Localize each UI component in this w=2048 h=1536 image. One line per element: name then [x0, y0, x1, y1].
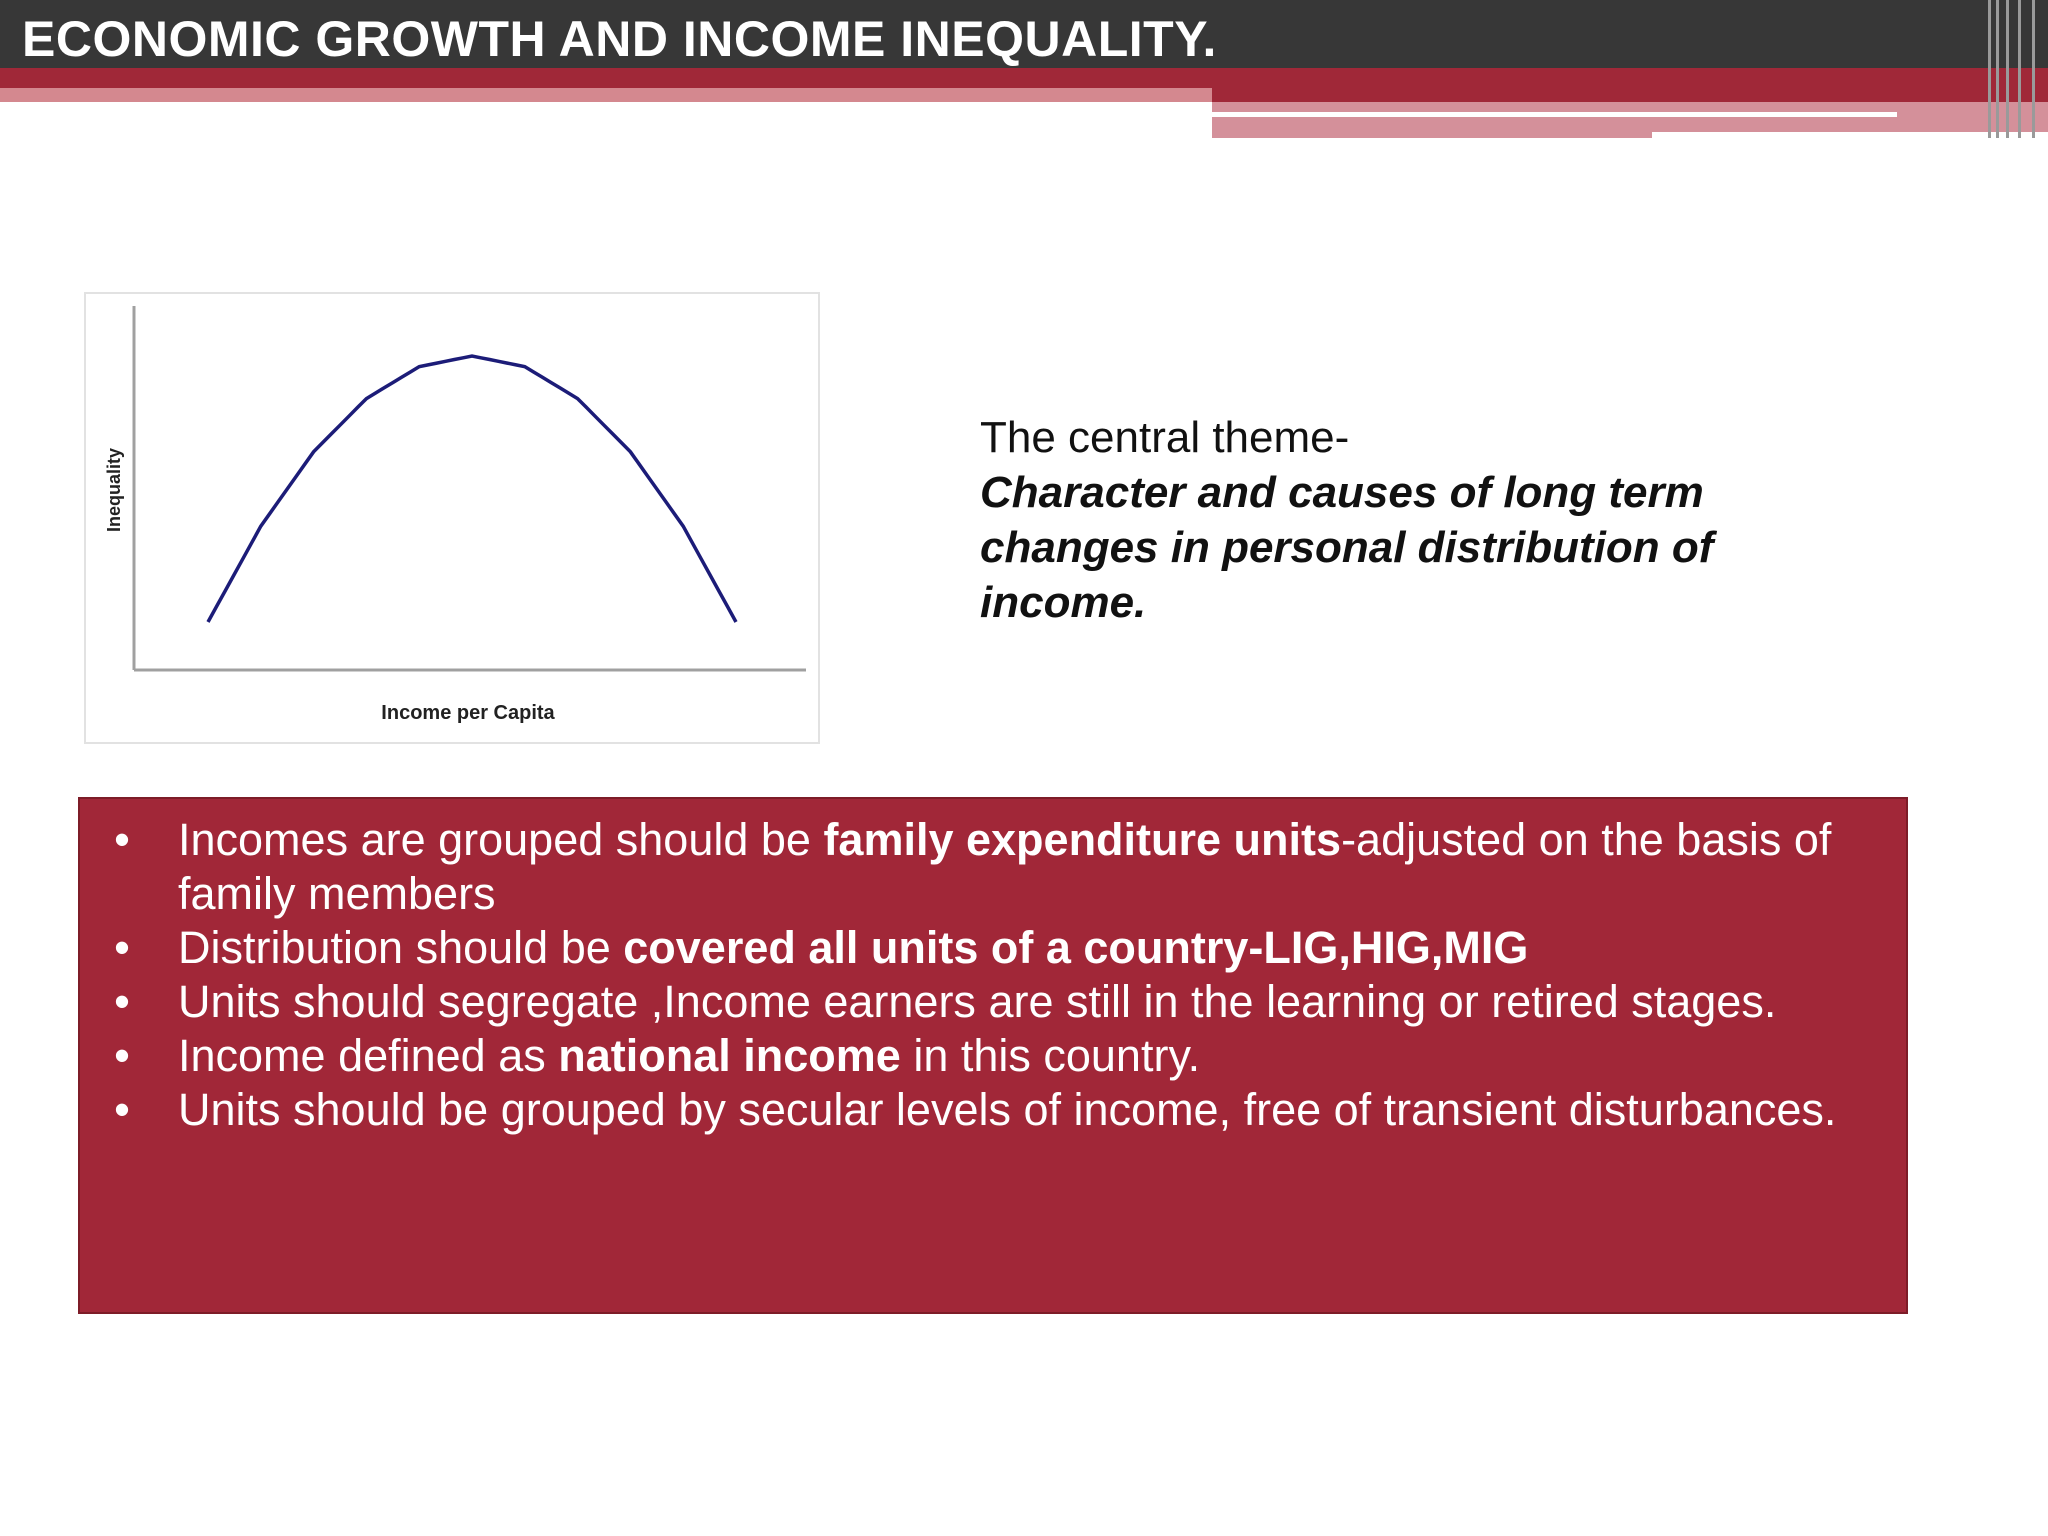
y-axis-label: Inequality	[104, 447, 124, 533]
bullet-text: Incomes are grouped should be	[178, 814, 824, 865]
theme-intro: The central theme-	[980, 413, 1350, 462]
corner-stripe	[2006, 0, 2009, 138]
bullet-text-bold: covered all units of a country-LIG,HIG,MIG	[623, 922, 1529, 973]
bullet-item	[80, 1083, 1906, 1137]
title-accent-pink	[0, 88, 1212, 102]
bullet-marker: •	[114, 1084, 130, 1135]
theme-emphasis: Character and causes of long term changes in personal distribution of income.	[980, 468, 1714, 627]
bullet-list	[80, 813, 1906, 1137]
corner-accent-red	[1212, 88, 2048, 102]
bullet-item	[80, 921, 1906, 975]
bullet-text: Units should segregate ,Income earners are still in the learning or retired stages.	[178, 976, 1777, 1027]
bullet-text: Distribution should be	[178, 922, 624, 973]
bullet-marker: •	[114, 922, 130, 973]
title-accent-red	[0, 68, 2048, 88]
x-axis-label: Income per Capita	[381, 702, 555, 724]
title-bar	[0, 0, 2048, 68]
corner-stripe	[1988, 0, 1991, 138]
bullet-text: -adjusted on the basis of family members	[178, 814, 1832, 919]
bullet-item	[80, 813, 1906, 921]
bullet-marker: •	[114, 1030, 130, 1081]
bullet-marker: •	[114, 814, 130, 865]
bullet-text: in this country.	[900, 1030, 1201, 1081]
bullet-text-bold: national income	[558, 1030, 901, 1081]
bullet-item	[80, 1029, 1906, 1083]
bullet-text: Units should be grouped by secular levels of income, free of transient disturbances.	[178, 1084, 1837, 1135]
corner-stripe	[1996, 0, 1999, 138]
corner-accent-line	[1212, 112, 1897, 117]
bullet-marker: •	[114, 976, 130, 1027]
slide-title: ECONOMIC GROWTH AND INCOME INEQUALITY.	[22, 11, 1217, 67]
bullet-item	[80, 975, 1906, 1029]
bullet-box	[78, 797, 1908, 1314]
kuznets-chart	[84, 292, 820, 744]
bullet-text: Income defined as	[178, 1030, 559, 1081]
corner-stripe	[2018, 0, 2021, 138]
chart-canvas	[86, 294, 822, 746]
bullet-text-bold: family expenditure units	[823, 814, 1342, 865]
corner-stripe	[2032, 0, 2035, 138]
chart-series-line	[208, 356, 736, 622]
central-theme	[980, 410, 1800, 630]
